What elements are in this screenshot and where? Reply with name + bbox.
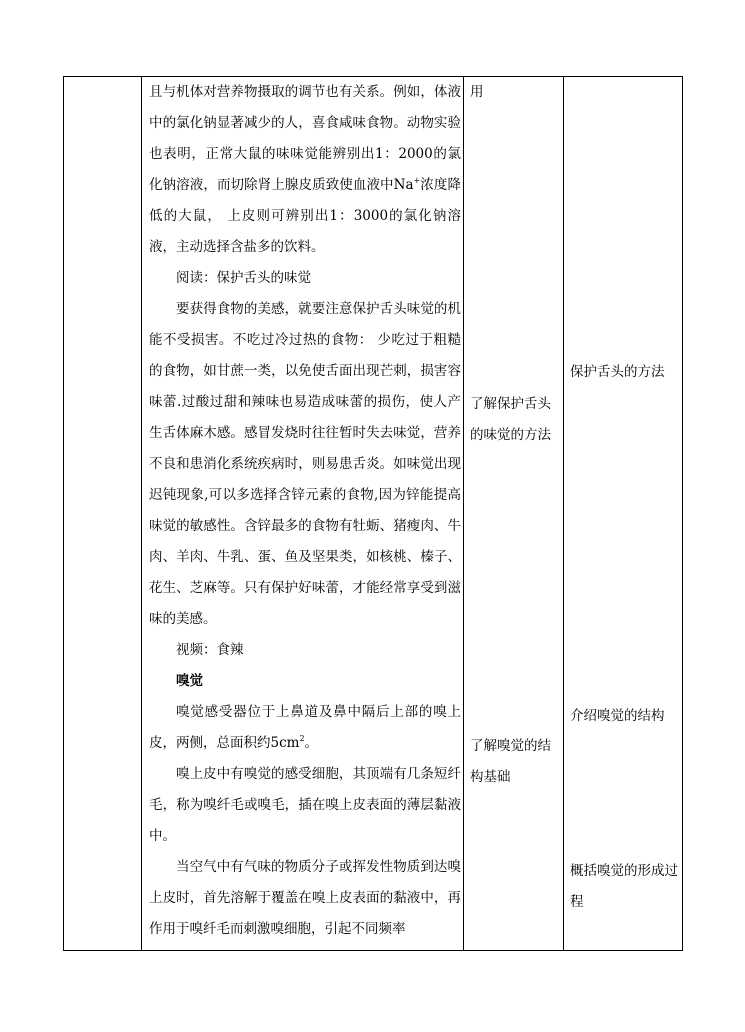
paragraph-smell-receptor: 嗅觉感受器位于上鼻道及鼻中隔后上部的嗅上皮，两侧，总面积约$5cm^2$。 — [149, 704, 461, 751]
paragraph-olfactory-cells: 嗅上皮中有嗅觉的感受细胞，其顶端有几条短纤毛，称为嗅纤毛或嗅毛，插在嗅上皮表面的薄层黏液中。 — [149, 766, 461, 844]
table-divider-3 — [563, 76, 564, 951]
activity-smell-formation: 概括嗅觉的形成过程 — [570, 863, 678, 910]
paragraph-protect-taste: 要获得食物的美感，就要注意保护舌头味觉的机能不受损害。不吃过冷过热的食物： 少吃过于粗糙的食物，如甘蔗一类，以免使舌面出现芒刺，损害容味蕾.过酸过甜和辣味也易造成味蕾的损伤，使人产生舌体麻木感。感冒发烧时往往暂时失去味觉，营养不良和患消化系统疾病时，则易患舌炎。如味觉出现迟钝现象,可以多选择含锌元素的食物,因为锌能提高味觉的敏感性。含锌最多的食物有牡蛎、猪瘦肉、牛肉、羊肉、牛乳、蛋、鱼及坚果类，如核桃、榛子、花生、芝麻等。只有保护好味蕾，才能经常享受到滋味的美感。 — [149, 301, 461, 627]
table-divider-2 — [463, 76, 464, 951]
table-divider-1 — [141, 76, 142, 951]
activity-smell-structure: 介绍嗅觉的结构 — [570, 708, 665, 724]
paragraph-salt-taste: 且与机体对营养物摄取的调节也有关系。例如，体液中的氯化钠显著减少的人，喜食咸味食物。动物实验也表明，正常大鼠的味味觉能辨别出1：2000的氯化钠溶液，而切除肾上腺皮质致使血液中Na+浓度降低的大鼠， 上皮则可辨别出1：3000的氯化钠溶液，主动选择含盐多的饮料。 — [149, 84, 461, 255]
objective-protect-taste: 了解保护舌头的味觉的方法 — [470, 396, 551, 443]
main-content-cell — [149, 77, 461, 945]
table-border-bottom — [63, 950, 683, 951]
reading-title: 阅读：保护舌头的味觉 — [176, 270, 311, 286]
video-label: 视频：食辣 — [176, 642, 244, 658]
paragraph-smell-process: 当空气中有气味的物质分子或挥发性物质到达嗅上皮时，首先溶解于覆盖在嗅上皮表面的黏液中，再作用于嗅纤毛而刺激嗅细胞，引起不同频率 — [149, 859, 461, 937]
smell-heading: 嗅觉 — [176, 673, 203, 689]
objective-smell-structure: 了解嗅觉的结构基础 — [470, 738, 551, 785]
table-border-right — [682, 76, 683, 951]
table-border-left — [63, 76, 64, 951]
activity-protect-tongue: 保护舌头的方法 — [570, 364, 665, 380]
objective-top: 用 — [470, 84, 484, 100]
